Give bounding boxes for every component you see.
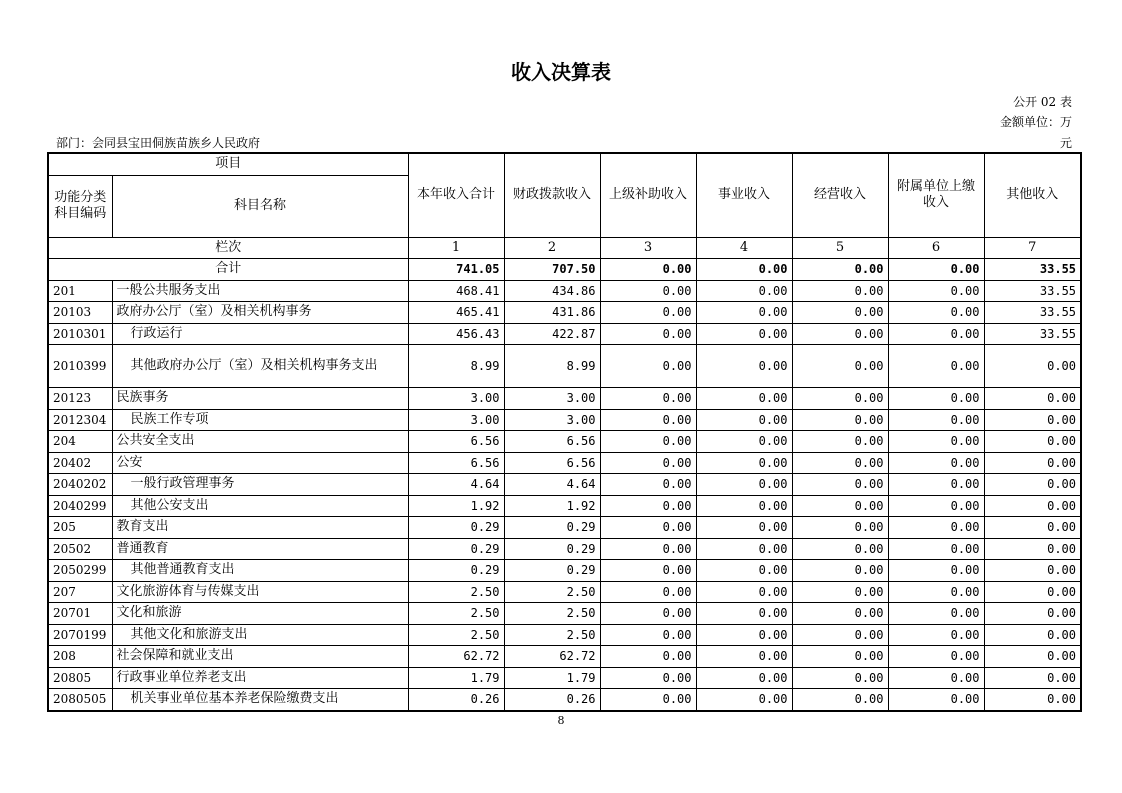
table-row — [48, 474, 1081, 496]
row-subject-name: 其他文化和旅游支出 — [112, 624, 408, 646]
row-value: 8.99 — [504, 345, 600, 388]
department-label: 部门：会同县宝田侗族苗族乡人民政府 — [56, 136, 261, 150]
header-project: 项目 — [48, 153, 408, 175]
row-value: 0.00 — [792, 667, 888, 689]
row-value: 0.00 — [792, 323, 888, 345]
row-value: 0.00 — [696, 646, 792, 668]
row-value: 0.00 — [696, 624, 792, 646]
row-value: 1.92 — [408, 495, 504, 517]
row-value: 0.00 — [600, 646, 696, 668]
row-value: 8.99 — [408, 345, 504, 388]
table-row — [48, 624, 1081, 646]
row-code: 20805 — [48, 667, 112, 689]
row-code: 2050299 — [48, 560, 112, 582]
row-value: 0.00 — [888, 323, 984, 345]
row-value: 0.00 — [984, 538, 1081, 560]
row-value: 0.00 — [792, 689, 888, 711]
row-value: 0.00 — [600, 431, 696, 453]
row-value: 0.00 — [792, 517, 888, 539]
row-value: 0.26 — [504, 689, 600, 711]
row-value: 0.00 — [888, 560, 984, 582]
row-value: 0.00 — [696, 388, 792, 410]
row-code: 20402 — [48, 452, 112, 474]
row-value: 6.56 — [504, 431, 600, 453]
row-value: 0.00 — [792, 388, 888, 410]
row-value: 0.00 — [888, 345, 984, 388]
row-value: 0.29 — [504, 538, 600, 560]
row-code: 204 — [48, 431, 112, 453]
table-row — [48, 323, 1081, 345]
row-value: 0.00 — [600, 302, 696, 324]
row-subject-name: 政府办公厅（室）及相关机构事务 — [112, 302, 408, 324]
row-value: 0.00 — [696, 560, 792, 582]
row-code: 20502 — [48, 538, 112, 560]
row-value: 0.00 — [600, 474, 696, 496]
table-row — [48, 345, 1081, 388]
row-subject-name: 行政事业单位养老支出 — [112, 667, 408, 689]
row-value: 0.00 — [984, 646, 1081, 668]
table-row — [48, 388, 1081, 410]
row-subject-name: 社会保障和就业支出 — [112, 646, 408, 668]
row-value: 0.00 — [600, 452, 696, 474]
table-row — [48, 302, 1081, 324]
header-operating-income: 经营收入 — [792, 153, 888, 237]
total-value: 33.55 — [984, 259, 1081, 281]
row-code: 20701 — [48, 603, 112, 625]
table-row — [48, 409, 1081, 431]
income-statement-table — [47, 152, 1082, 712]
row-value: 0.00 — [792, 646, 888, 668]
row-value: 0.00 — [792, 280, 888, 302]
row-value: 0.00 — [888, 431, 984, 453]
row-value: 0.00 — [600, 495, 696, 517]
row-code: 207 — [48, 581, 112, 603]
table-row — [48, 689, 1081, 711]
row-value: 0.00 — [600, 538, 696, 560]
row-value: 0.00 — [888, 689, 984, 711]
row-value: 0.00 — [888, 624, 984, 646]
page-title: 收入决算表 — [511, 60, 611, 84]
total-value: 0.00 — [792, 259, 888, 281]
row-value: 0.00 — [696, 581, 792, 603]
row-subject-name: 普通教育 — [112, 538, 408, 560]
row-value: 0.00 — [984, 517, 1081, 539]
total-value: 0.00 — [888, 259, 984, 281]
row-value: 6.56 — [408, 452, 504, 474]
row-value: 0.00 — [888, 302, 984, 324]
row-value: 0.00 — [888, 280, 984, 302]
row-value: 2.50 — [408, 624, 504, 646]
column-index: 7 — [984, 237, 1081, 259]
row-code: 20103 — [48, 302, 112, 324]
row-subject-name: 教育支出 — [112, 517, 408, 539]
row-value: 1.92 — [504, 495, 600, 517]
row-value: 0.00 — [600, 667, 696, 689]
row-value: 0.00 — [792, 560, 888, 582]
table-body — [48, 280, 1081, 711]
table-row — [48, 581, 1081, 603]
row-subject-name: 其他政府办公厅（室）及相关机构事务支出 — [112, 345, 408, 388]
row-subject-name: 文化和旅游 — [112, 603, 408, 625]
column-index: 4 — [696, 237, 792, 259]
row-value: 3.00 — [408, 409, 504, 431]
row-value: 0.00 — [984, 689, 1081, 711]
row-value: 0.00 — [888, 581, 984, 603]
total-label: 合计 — [48, 259, 408, 281]
table-row — [48, 646, 1081, 668]
row-value: 0.00 — [984, 345, 1081, 388]
row-value: 1.79 — [408, 667, 504, 689]
row-value: 0.00 — [600, 560, 696, 582]
row-code: 2040202 — [48, 474, 112, 496]
row-value: 0.00 — [600, 517, 696, 539]
row-value: 0.00 — [600, 603, 696, 625]
row-value: 0.00 — [984, 452, 1081, 474]
total-value: 707.50 — [504, 259, 600, 281]
row-value: 0.00 — [696, 345, 792, 388]
row-value: 0.00 — [792, 624, 888, 646]
row-value: 0.00 — [984, 431, 1081, 453]
row-value: 33.55 — [984, 323, 1081, 345]
row-value: 0.00 — [888, 603, 984, 625]
row-value: 2.50 — [504, 581, 600, 603]
row-value: 0.00 — [792, 345, 888, 388]
table-row — [48, 431, 1081, 453]
row-value: 0.29 — [408, 560, 504, 582]
row-value: 0.00 — [696, 538, 792, 560]
header-subject-name: 科目名称 — [112, 175, 408, 237]
row-value: 0.00 — [600, 280, 696, 302]
total-value: 0.00 — [696, 259, 792, 281]
row-value: 0.00 — [984, 667, 1081, 689]
row-code: 201 — [48, 280, 112, 302]
table-row — [48, 538, 1081, 560]
row-value: 0.00 — [792, 538, 888, 560]
row-value: 4.64 — [504, 474, 600, 496]
table-row — [48, 667, 1081, 689]
row-value: 431.86 — [504, 302, 600, 324]
column-index: 6 — [888, 237, 984, 259]
row-value: 62.72 — [408, 646, 504, 668]
row-code: 2010399 — [48, 345, 112, 388]
row-value: 0.00 — [696, 603, 792, 625]
row-value: 0.00 — [984, 560, 1081, 582]
row-value: 0.00 — [984, 603, 1081, 625]
table-row — [48, 560, 1081, 582]
table-row — [48, 495, 1081, 517]
row-subject-name: 其他普通教育支出 — [112, 560, 408, 582]
column-index-label: 栏次 — [48, 237, 408, 259]
row-value: 2.50 — [504, 603, 600, 625]
row-value: 0.00 — [792, 302, 888, 324]
row-value: 0.00 — [696, 431, 792, 453]
row-value: 2.50 — [408, 581, 504, 603]
page-number: 8 — [557, 714, 565, 727]
row-value: 2.50 — [408, 603, 504, 625]
row-value: 0.00 — [888, 667, 984, 689]
header-fiscal-allocation: 财政拨款收入 — [504, 153, 600, 237]
row-value: 0.00 — [792, 474, 888, 496]
column-index: 5 — [792, 237, 888, 259]
table-row — [48, 280, 1081, 302]
row-value: 0.00 — [888, 474, 984, 496]
row-value: 0.00 — [984, 495, 1081, 517]
table-row — [48, 603, 1081, 625]
row-value: 0.00 — [696, 409, 792, 431]
header-func-code: 功能分类科目编码 — [48, 175, 112, 237]
row-value: 0.00 — [888, 538, 984, 560]
row-value: 0.00 — [696, 517, 792, 539]
row-value: 0.00 — [792, 495, 888, 517]
row-value: 0.00 — [984, 474, 1081, 496]
row-value: 0.00 — [600, 409, 696, 431]
header-other-income: 其他收入 — [984, 153, 1081, 237]
row-value: 0.00 — [600, 345, 696, 388]
total-value: 0.00 — [600, 259, 696, 281]
row-value: 0.00 — [696, 667, 792, 689]
row-value: 468.41 — [408, 280, 504, 302]
row-code: 2010301 — [48, 323, 112, 345]
row-value: 0.00 — [888, 646, 984, 668]
row-value: 6.56 — [504, 452, 600, 474]
row-value: 0.00 — [696, 302, 792, 324]
row-value: 0.00 — [600, 388, 696, 410]
row-value: 62.72 — [504, 646, 600, 668]
row-value: 6.56 — [408, 431, 504, 453]
row-subject-name: 一般公共服务支出 — [112, 280, 408, 302]
table-row — [48, 452, 1081, 474]
row-value: 0.00 — [696, 495, 792, 517]
row-value: 33.55 — [984, 302, 1081, 324]
row-subject-name: 民族工作专项 — [112, 409, 408, 431]
row-value: 0.00 — [600, 689, 696, 711]
row-code: 2012304 — [48, 409, 112, 431]
total-value: 741.05 — [408, 259, 504, 281]
row-value: 0.29 — [408, 538, 504, 560]
header-total-income: 本年收入合计 — [408, 153, 504, 237]
row-value: 0.00 — [888, 517, 984, 539]
row-value: 465.41 — [408, 302, 504, 324]
row-value: 0.00 — [696, 474, 792, 496]
row-value: 2.50 — [504, 624, 600, 646]
row-subject-name: 文化旅游体育与传媒支出 — [112, 581, 408, 603]
row-value: 0.00 — [888, 495, 984, 517]
row-value: 3.00 — [408, 388, 504, 410]
row-value: 0.00 — [984, 388, 1081, 410]
row-subject-name: 行政运行 — [112, 323, 408, 345]
header-affiliate-income: 附属单位上缴收入 — [888, 153, 984, 237]
row-value: 0.00 — [696, 323, 792, 345]
unit-label: 金额单位：万 — [999, 115, 1072, 129]
row-code: 205 — [48, 517, 112, 539]
row-subject-name: 公共安全支出 — [112, 431, 408, 453]
table-row — [48, 517, 1081, 539]
row-value: 3.00 — [504, 388, 600, 410]
row-value: 422.87 — [504, 323, 600, 345]
column-index: 1 — [408, 237, 504, 259]
row-value: 0.00 — [888, 452, 984, 474]
row-value: 33.55 — [984, 280, 1081, 302]
row-value: 0.29 — [504, 560, 600, 582]
row-value: 434.86 — [504, 280, 600, 302]
row-value: 0.00 — [792, 603, 888, 625]
header-business-income: 事业收入 — [696, 153, 792, 237]
row-value: 3.00 — [504, 409, 600, 431]
row-value: 0.00 — [888, 388, 984, 410]
row-value: 0.00 — [696, 280, 792, 302]
row-value: 1.79 — [504, 667, 600, 689]
row-code: 2070199 — [48, 624, 112, 646]
row-subject-name: 其他公安支出 — [112, 495, 408, 517]
row-value: 0.00 — [888, 409, 984, 431]
row-subject-name: 民族事务 — [112, 388, 408, 410]
row-value: 0.00 — [696, 452, 792, 474]
row-value: 0.00 — [792, 409, 888, 431]
row-code: 20123 — [48, 388, 112, 410]
unit-label-cont: 元 — [1059, 136, 1072, 150]
row-value: 456.43 — [408, 323, 504, 345]
row-value: 0.00 — [792, 581, 888, 603]
row-value: 0.00 — [984, 581, 1081, 603]
row-code: 208 — [48, 646, 112, 668]
row-value: 0.00 — [984, 624, 1081, 646]
row-value: 0.00 — [600, 624, 696, 646]
row-subject-name: 一般行政管理事务 — [112, 474, 408, 496]
table-number: 公开 02 表 — [1013, 95, 1072, 109]
column-index: 3 — [600, 237, 696, 259]
header-superior-subsidy: 上级补助收入 — [600, 153, 696, 237]
row-code: 2040299 — [48, 495, 112, 517]
row-value: 0.00 — [792, 452, 888, 474]
row-code: 2080505 — [48, 689, 112, 711]
row-value: 0.26 — [408, 689, 504, 711]
column-index: 2 — [504, 237, 600, 259]
row-value: 0.00 — [984, 409, 1081, 431]
row-value: 0.00 — [696, 689, 792, 711]
row-value: 4.64 — [408, 474, 504, 496]
row-subject-name: 公安 — [112, 452, 408, 474]
row-value: 0.00 — [792, 431, 888, 453]
row-value: 0.29 — [504, 517, 600, 539]
row-value: 0.29 — [408, 517, 504, 539]
row-value: 0.00 — [600, 323, 696, 345]
row-subject-name: 机关事业单位基本养老保险缴费支出 — [112, 689, 408, 711]
row-value: 0.00 — [600, 581, 696, 603]
